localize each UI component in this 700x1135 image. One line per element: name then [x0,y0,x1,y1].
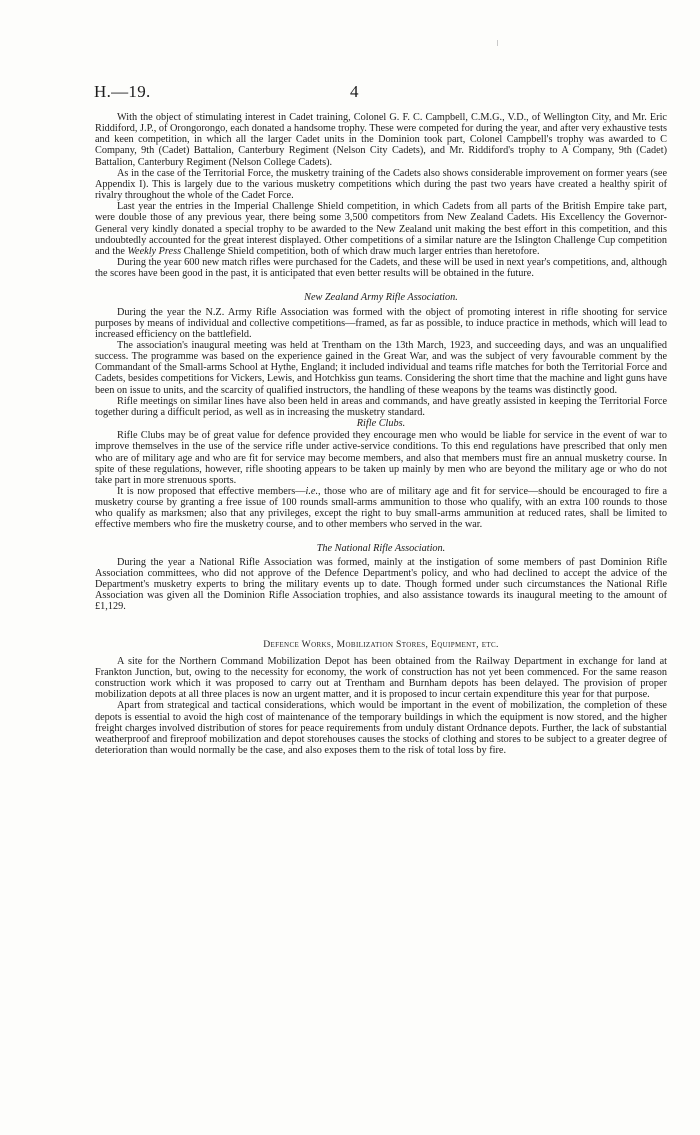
paragraph [95,486,667,531]
paragraph: During the year a National Rifle Association was formed, mainly at the instigation of some members of past Dominion Rifle Association committees, who did not approve of the Defence Department's policy, and who had declined to accept the advice of the Department's musketry experts to bring the military events up to date. Though formed under such circumstances the National Rifle Association was given all the Dominion Rifle Association trophies, and also assistance towards its inaugural meeting to the amount of £1,129. [95,556,667,613]
paragraph: During the year 600 new match rifles were purchased for the Cadets, and these will be used in next year's competitions, and, although the scores have been good in the past, it is anticipated that even better results will be obtained in the future. [95,257,667,280]
paragraph: During the year the N.Z. Army Rifle Association was formed with the object of promoting interest in rifle shooting for service purposes by means of individual and collective competitions—framed, as far as possible, to induce practice in methods, which will lead to increased efficiency on the battlefield. [95,306,667,340]
scan-mark [497,40,504,46]
paragraph: Apart from strategical and tactical considerations, which would be important in the event of mobilization, the completion of these depots is essential to avoid the high cost of maintenance of the temporary buildings in which the equipment is now stored, and the higher freight charges involved distribution of stores for peace requirements from unduly distant Ordnance depots. Further, the lack of substantial weatherproof and fireproof mobilization and depot storehouses causes the stocks of clothing and stores to be subject to a greater degree of deterioration than would normally be the case, and also exposes them to the risk of total loss by fire. [95,700,667,756]
paragraph: With the object of stimulating interest in Cadet training, Colonel G. F. C. Campbell, C.M.G., V.D., of Wellington City, and Mr. Eric Riddiford, J.P., of Orongorongo, each donated a handsome trophy. These were competed for during the year, and after very exhaustive tests and keen competition, in which all the larger Cadet units in the Dominion took part, Colonel Campbell's trophy was awarded to C Company, 9th (Cadet) Battalion, Canterbury Regiment (Nelson City Cadets), and Mr. Riddiford's trophy to A Company, 9th (Cadet) Battalion, Canterbury Regiment (Nelson College Cadets). [95,112,667,168]
paragraph: Rifle Clubs may be of great value for defence provided they encourage men who would be liable for service in the event of war to improve themselves in the use of the service rifle under active-service conditions. To this end regulations have prescribed that only men who are of military age and who are fit for service may become members, and also that members must fire an annual musketry course. In spite of these regulations, however, rifle shooting appears to be taken up mainly by men who are beyond the military age or who do not take part in more strenuous sports. [95,430,667,486]
section-heading: The National Rifle Association. [316,542,446,554]
page-number: 4 [350,82,359,101]
newspaper-title: Weekly Press [127,245,182,257]
paragraph: Rifle meetings on similar lines have also been held in areas and commands, and have greatly assisted in keeping the Territorial Force together during a difficult period, as well as in increasing the musketry standard. [95,395,667,418]
report-reference: H.—19. [94,82,151,101]
document-body [95,112,667,756]
paragraph: The association's inaugural meeting was held at Trentham on the 13th March, 1923, and succeeding days, and was an unqualified success. The programme was based on the experience gained in the Great War, and was the subject of very favourable comment by the Commandant of the Small-arms School at Hythe, England; it included individual and teams rifle matches for both the Territorial Force and Cadets, besides competitions for Vickers, Lewis, and Hotchkiss gun teams. Considering the short time that the machine and light guns have been on issue to units, and the scarcity of qualified instructors, the handling of these weapons by the teams was distinctly good. [95,339,667,396]
section-heading: Defence Works, Mobilization Stores, Equipment, etc. [263,638,499,650]
abbreviation: i.e., [305,486,321,497]
paragraph: As in the case of the Territorial Force, the musketry training of the Cadets also shows considerable improvement on former years (see Appendix I). This is largely due to the various musketry competitions which during the past two years have created a healthy spirit of rivalry throughout the whole of the Cadet Force. [95,167,667,202]
paragraph: A site for the Northern Command Mobilization Depot has been obtained from the Railway Department in exchange for land at Frankton Junction, but, owing to the necessity for economy, the work of construction has not yet been commenced. For the same reason construction work which it was proposed to carry out at Trentham and Burnham depots has been delayed. The provision of proper mobilization depots at all three places is now an urgent matter, and it is proposed to incur certain expenditure this year for that purpose. [95,655,667,701]
paragraph-text: those who are of military age and fit for service—should be encouraged to fire a musketry course by granting a free issue of 100 rounds small-arms ammunition to those who qualify, with an extra 100 rounds to those who qualify as marksmen; also that any privileges, except the right to buy small-arms ammunition at reduced rates, shall be limited to effective members who fire the musketry course, and to other members who served in the war. [95,486,667,531]
paragraph-text: Challenge Shield competition, both of which draw much larger entries than heretofore. [183,245,540,257]
section-heading: Rifle Clubs. [356,418,406,430]
paragraph-text: It is now proposed that effective members— [117,486,306,497]
section-heading: New Zealand Army Rifle Association. [304,292,458,304]
paragraph [95,201,667,257]
paragraph-text: Last year the entries in the Imperial Challenge Shield competition, in which Cadets from all parts of the British Empire take part, were double those of any previous year, there being some 3,500 competitors from New Zealand Cadets. His Excellency the Governor-General very kindly donated a special trophy to be awarded to the New Zealand unit making the best effort in this competition, and this undoubtedly accounted for the great interest displayed. Other competitions of a similar nature are the Islington Challenge Cup competition and the [95,201,667,257]
